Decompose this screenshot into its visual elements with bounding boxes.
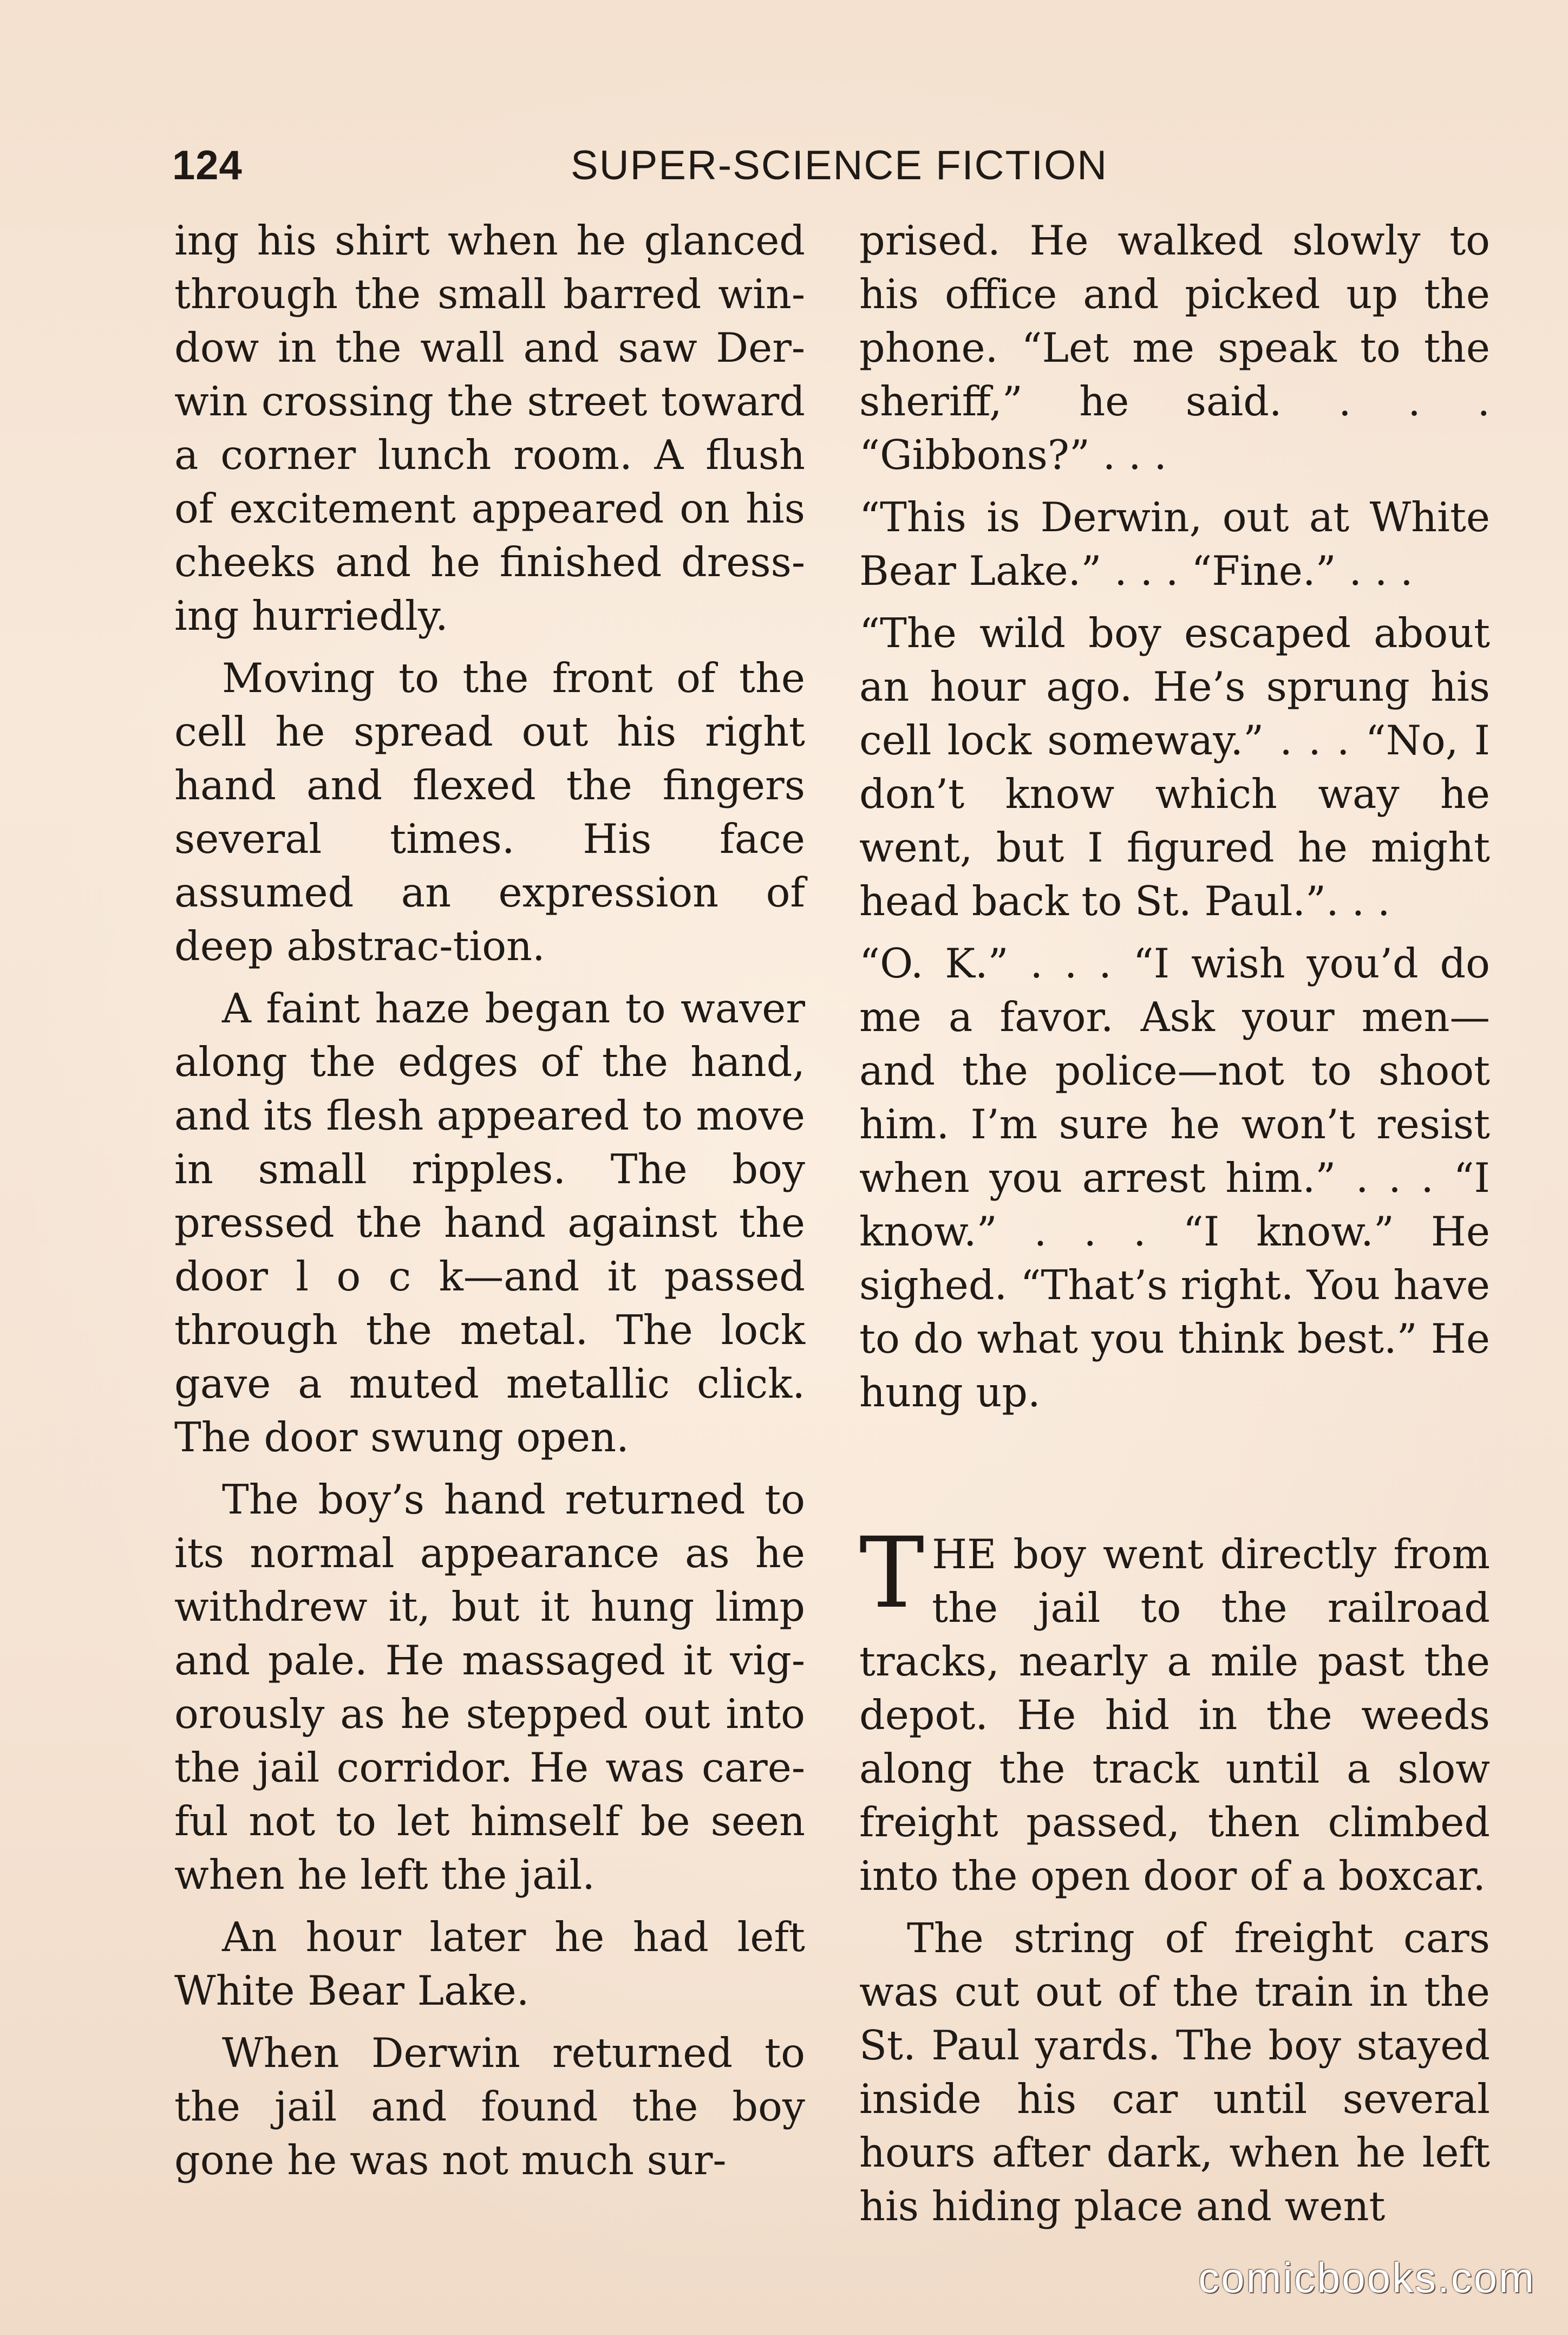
right-column xyxy=(859,214,1490,2233)
page-number: 124 xyxy=(172,142,243,188)
paragraph: A faint haze began to waver along the edges of the hand, and its flesh appeared to move in small ripples. The boy pressed the hand against the door l o c k—and it passed through the metal. The lock gave a muted metallic click. The door swung open. xyxy=(174,985,805,1461)
paragraph: When Derwin returned to the jail and found the boy gone he was not much sur- xyxy=(174,2030,805,2184)
paragraph-text: HE boy went directly from the jail to the railroad tracks, nearly a mile past the depot. He hid in the weeds along the track until a slow freight passed, then climbed into the open door of a boxcar. xyxy=(859,1531,1490,1900)
drop-cap: T xyxy=(859,1517,925,1630)
left-column xyxy=(174,214,805,2187)
page-header xyxy=(172,142,1108,201)
paragraph: “The wild boy escaped about an hour ago. He’s sprung his cell lock someway.” . . . “No, I don’t know which way he went, but I figured he might head back to St. Paul.”. . . xyxy=(859,610,1490,925)
paragraph: The boy’s hand returned to its normal appearance as he withdrew it, but it hung limp and pale. He massaged it vig-orously as he stepped out into the jail corridor. He was care-ful not to let himself be seen when he left the jail. xyxy=(174,1476,805,1899)
paragraph: An hour later he had left White Bear Lake. xyxy=(174,1914,805,2014)
paragraph: prised. He walked slowly to his office and picked up the phone. “Let me speak to the sheriff,” he said. . . . “Gibbons?” . . . xyxy=(859,217,1490,479)
paragraph: ing his shirt when he glanced through the small barred win-dow in the wall and saw Der-win crossing the street toward a corner lunch room. A flush of excitement appeared on his cheeks and he finished dress-ing hurriedly. xyxy=(174,217,805,640)
paragraph: “O. K.” . . . “I wish you’d do me a favor. Ask your men—and the police—not to shoot him. I’m sure he won’t resist when you arrest him.” . . . “I know.” . . . “I know.” He sighed. “That’s right. You have to do what you think best.” He hung up. xyxy=(859,940,1490,1416)
paragraph: “This is Derwin, out at White Bear Lake.” . . . “Fine.” . . . xyxy=(859,494,1490,595)
watermark: comicbooks.com xyxy=(1198,2254,1536,2301)
paragraph: The string of freight cars was cut out of the train in the St. Paul yards. The boy stayed inside his car until several hours after dark, when he left his hiding place and went xyxy=(859,1915,1490,2230)
paragraph: Moving to the front of the cell he spread out his right hand and flexed the fingers several times. His face assumed an expression of deep abstrac-tion. xyxy=(174,655,805,970)
section-opening-paragraph xyxy=(859,1517,1490,1903)
running-title: SUPER-SCIENCE FICTION xyxy=(571,142,1108,188)
